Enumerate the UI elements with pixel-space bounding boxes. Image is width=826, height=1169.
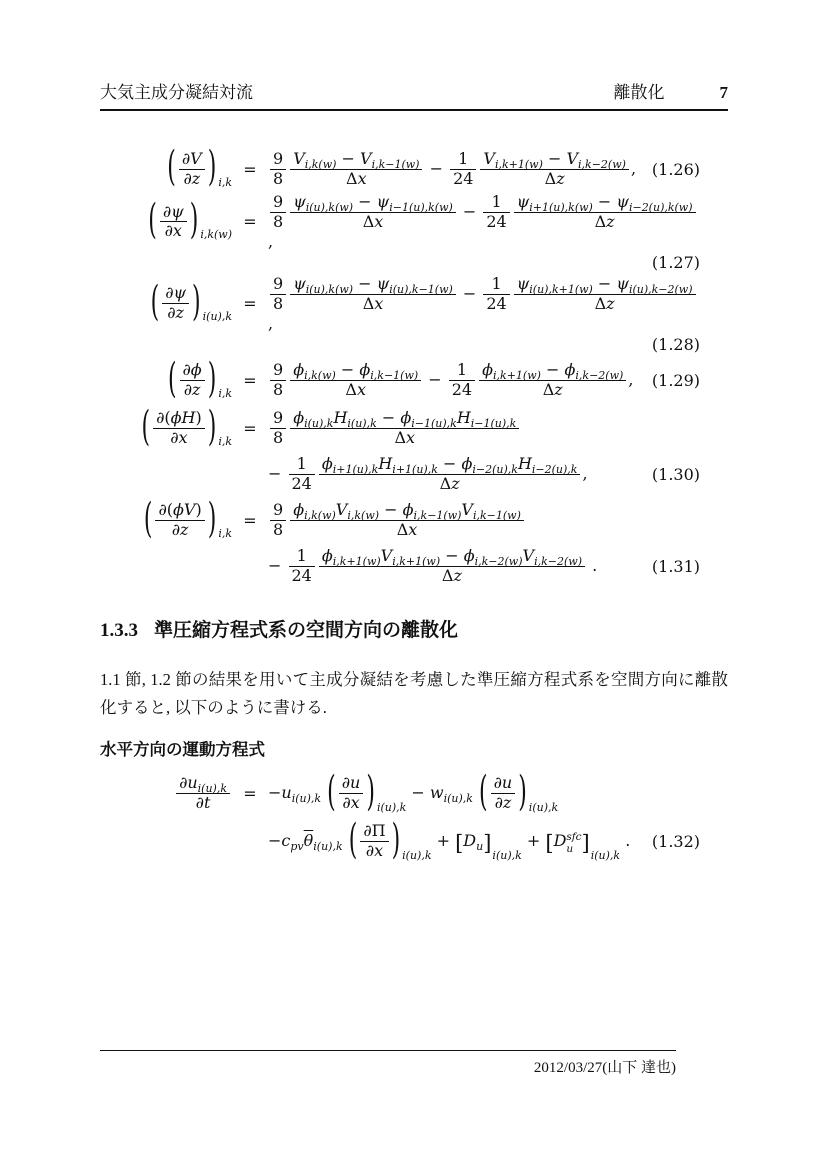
equation-num: (1.32) [651, 832, 700, 851]
equation-row [100, 193, 728, 251]
equation-rhs: − $\frac{1}{24}$ $\phi_{i+1(u),k}H_{i+1(u),k} - \phi_{i-2(u),k}H_{i-2(u),k}$ Δz , [268, 454, 588, 493]
equation-rhs: $\frac{9}{8}$ $\frac{V_{i,k(w)} - V_{i,k-1(w)}}{\Delta x}$ − $\frac{1}{24}$ $\frac{V_{i,k+1(w)} - V_{i,k-2(w)}}{\Delta z}$ , [268, 150, 652, 189]
equation-rhs: − $\frac{1}{24}$ $\frac{\phi_{i,k+1(w)}V_{i,k+1(w)} - \phi_{i,k-2(w)}V_{i,k-2(w)}}{\Delta z}$ . [268, 546, 598, 585]
equation-rhs: $\frac{9}{8}$ $\phi_{i(u),k}H_{i(u),k} - \phi_{i-1(u),k}H_{i-1(u),k}$ Δx [268, 409, 700, 448]
equation-rel: = [243, 511, 257, 530]
header-right-group [614, 78, 729, 103]
equation-num: (1.26) [651, 159, 700, 179]
equation-lhs: ( ∂ψ ∂z ) i(u),k [150, 279, 232, 326]
equation-rel: = [243, 419, 257, 438]
equation-num: (1.31) [651, 557, 700, 576]
equation-rel: = [243, 294, 257, 314]
equation-row [100, 817, 728, 864]
equation-num: (1.29) [651, 371, 700, 390]
section-title: 準圧縮方程式系の空間方向の離散化 [154, 619, 459, 641]
running-header [100, 0, 728, 111]
equation-rhs: $\frac{9}{8}$ $\frac{\psi_{i(u),k(w)} - \psi_{i(u),k-1(w)}}{\Delta x}$ − $\frac{1}{24}$ $\frac{\psi_{i(u),k+1(w)} - \psi_{i(u),k-2(w)}}{\Delta z}$ , [268, 275, 700, 333]
equation-row [100, 768, 728, 820]
equation-rhs: $-u_{i(u),k}$ ( $\frac{\partial u}{\partial x}$ ) $_{i(u),k} - w_{i(u),k}$ ( $\frac{\partial u}{\partial z}$ ) $_{i(u),k}$ [268, 769, 559, 816]
header-document-title: 大気主成分凝結対流 [100, 83, 253, 102]
equation-row [100, 333, 728, 357]
header-page-number: 7 [719, 83, 728, 102]
section-number: 1.3.3 [100, 619, 138, 641]
equation-rel: = [243, 159, 257, 179]
equation-rel: = [243, 371, 257, 390]
page-footer [100, 1050, 676, 1077]
equation-rel: = [243, 784, 257, 803]
equation-num: (1.27) [651, 253, 700, 273]
equation-block-momentum [100, 768, 728, 864]
equation-block-discretization [100, 145, 728, 589]
equation-row [100, 275, 728, 333]
equation-lhs: ( ∂(ϕV) ∂z ) i,k [143, 496, 232, 543]
footer-date-author: 2012/03/27(山下 達也) [533, 1060, 676, 1076]
equation-lhs: $\partial u_{i(u),k}$ ∂t [100, 774, 232, 813]
equation-rhs: $-c_{pv}\overline{\theta}_{i(u),k}$ ( $\frac{\partial\Pi}{\partial x}$ ) $_{i(u),k} + [D_u]_{i(u),k} + [D$ sfc u ]$_{i(u),k}$ . [268, 817, 631, 864]
equation-num: (1.28) [651, 335, 700, 354]
equation-row [100, 453, 728, 497]
equation-rhs: $\frac{9}{8}$ $\frac{\psi_{i(u),k(w)} - \psi_{i-1(u),k(w)}}{\Delta x}$ − $\frac{1}{24}$ $\frac{\psi_{i+1(u),k(w)} - \psi_{i-2(u),k(w)}}{\Delta z}$ , [268, 193, 700, 251]
equation-rhs: $\frac{9}{8}$ $\frac{\phi_{i,k(w)} - \phi_{i,k-1(w)}}{\Delta x}$ − $\frac{1}{24}$ $\frac{\phi_{i,k+1(w)} - \phi_{i,k-2(w)}}{\Delta z}$ , [268, 361, 652, 400]
equation-num: (1.30) [651, 465, 700, 484]
page-content [100, 0, 728, 864]
equation-row [100, 545, 728, 589]
equation-row [100, 497, 728, 545]
equation-row [100, 251, 728, 275]
equation-lhs: ( ∂V ∂z ) i,k [167, 144, 232, 192]
equation-lhs: ( ∂ψ ∂x ) i,k(w) [148, 197, 232, 245]
equation-lhs: ( ∂(ϕH) ∂x ) i,k [141, 404, 232, 451]
equation-lhs: ( ∂ϕ ∂z ) i,k [167, 356, 232, 403]
equation-row [100, 357, 728, 405]
subheading-horizontal-momentum: 水平方向の運動方程式 [100, 740, 265, 759]
equation-row [100, 145, 728, 193]
section-heading [100, 615, 728, 642]
header-section-name: 離散化 [613, 83, 665, 102]
equation-rel: = [243, 212, 257, 232]
equation-row [100, 405, 728, 453]
equation-rhs: $\frac{9}{8}$ $\frac{\phi_{i,k(w)}V_{i,k(w)} - \phi_{i,k-1(w)}V_{i,k-1(w)}}{\Delta x}$ [268, 501, 700, 540]
body-paragraph: 1.1 節, 1.2 節の結果を用いて主成分凝結を考慮した準圧縮方程式系を空間方向に離散化すると, 以下のように書ける. [100, 669, 729, 717]
